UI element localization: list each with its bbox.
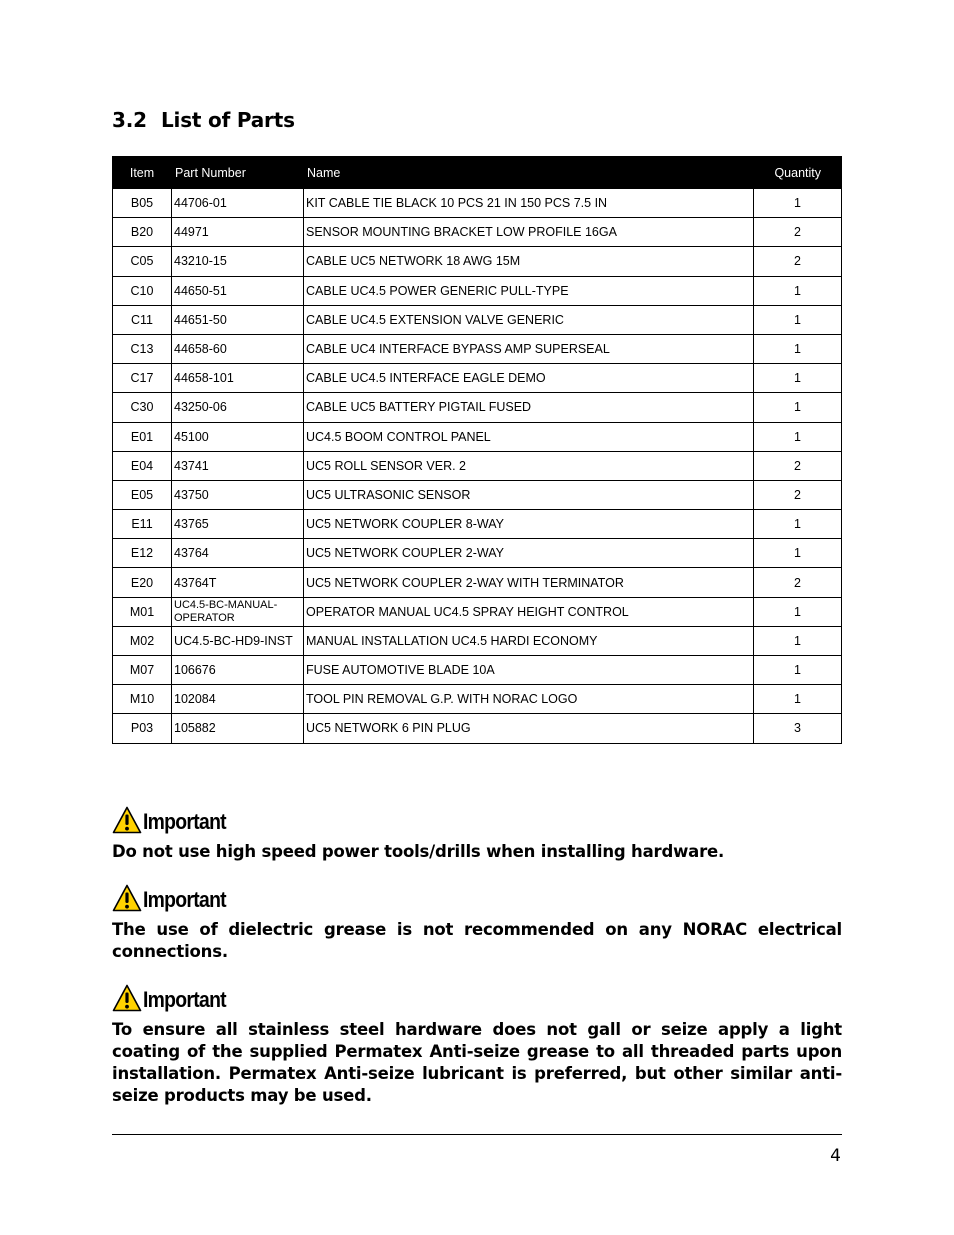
cell-quantity: 2 — [754, 247, 842, 276]
warning-icon — [112, 984, 142, 1017]
important-heading — [112, 886, 842, 914]
table-row — [113, 305, 842, 334]
cell-item: C13 — [113, 334, 172, 363]
cell-part-number: 43750 — [172, 480, 304, 509]
cell-name: TOOL PIN REMOVAL G.P. WITH NORAC LOGO — [304, 685, 754, 714]
cell-part-number: 45100 — [172, 422, 304, 451]
table-row — [113, 626, 842, 655]
cell-name: UC5 NETWORK COUPLER 8-WAY — [304, 510, 754, 539]
cell-item: B20 — [113, 218, 172, 247]
cell-name: KIT CABLE TIE BLACK 10 PCS 21 IN 150 PCS 7.5 IN — [304, 189, 754, 218]
cell-item: E20 — [113, 568, 172, 597]
cell-item: M01 — [113, 597, 172, 626]
cell-quantity: 1 — [754, 189, 842, 218]
cell-quantity: 1 — [754, 305, 842, 334]
table-row — [113, 510, 842, 539]
parts-table-body — [113, 189, 842, 744]
cell-part-number: 43764T — [172, 568, 304, 597]
cell-item: M02 — [113, 626, 172, 655]
table-row — [113, 393, 842, 422]
cell-name: CABLE UC5 BATTERY PIGTAIL FUSED — [304, 393, 754, 422]
cell-part-number: 43765 — [172, 510, 304, 539]
table-row — [113, 480, 842, 509]
cell-name: UC5 NETWORK 6 PIN PLUG — [304, 714, 754, 743]
cell-item: E04 — [113, 451, 172, 480]
table-row — [113, 539, 842, 568]
parts-table — [112, 156, 842, 744]
cell-name: UC5 NETWORK COUPLER 2-WAY — [304, 539, 754, 568]
cell-item: E05 — [113, 480, 172, 509]
cell-item: C17 — [113, 364, 172, 393]
cell-part-number: UC4.5-BC-HD9-INST — [172, 626, 304, 655]
cell-name: UC5 ROLL SENSOR VER. 2 — [304, 451, 754, 480]
cell-part-number: 44971 — [172, 218, 304, 247]
cell-quantity: 1 — [754, 510, 842, 539]
cell-part-number: 44706-01 — [172, 189, 304, 218]
cell-name: CABLE UC5 NETWORK 18 AWG 15M — [304, 247, 754, 276]
cell-name: OPERATOR MANUAL UC4.5 SPRAY HEIGHT CONTROL — [304, 597, 754, 626]
cell-quantity: 1 — [754, 685, 842, 714]
table-header-row — [113, 157, 842, 189]
cell-quantity: 1 — [754, 656, 842, 685]
table-row — [113, 189, 842, 218]
cell-quantity: 3 — [754, 714, 842, 743]
table-row — [113, 714, 842, 743]
cell-item: M07 — [113, 656, 172, 685]
table-row — [113, 364, 842, 393]
table-row — [113, 597, 842, 626]
cell-item: C11 — [113, 305, 172, 334]
cell-part-number: UC4.5-BC-MANUAL-OPERATOR — [172, 597, 304, 626]
cell-name: CABLE UC4.5 EXTENSION VALVE GENERIC — [304, 305, 754, 334]
important-label: Important — [143, 887, 226, 912]
cell-quantity: 1 — [754, 276, 842, 305]
cell-name: CABLE UC4 INTERFACE BYPASS AMP SUPERSEAL — [304, 334, 754, 363]
cell-quantity: 2 — [754, 568, 842, 597]
warning-icon — [112, 884, 142, 917]
cell-part-number: 43741 — [172, 451, 304, 480]
cell-name: FUSE AUTOMOTIVE BLADE 10A — [304, 656, 754, 685]
table-row — [113, 656, 842, 685]
cell-item: C30 — [113, 393, 172, 422]
cell-item: E11 — [113, 510, 172, 539]
cell-name: UC5 ULTRASONIC SENSOR — [304, 480, 754, 509]
header-quantity: Quantity — [754, 157, 842, 189]
cell-item: M10 — [113, 685, 172, 714]
table-row — [113, 218, 842, 247]
cell-part-number: 106676 — [172, 656, 304, 685]
table-row — [113, 276, 842, 305]
cell-quantity: 1 — [754, 393, 842, 422]
cell-part-number: 43764 — [172, 539, 304, 568]
footer-divider — [112, 1134, 842, 1135]
cell-item: C05 — [113, 247, 172, 276]
cell-part-number: 105882 — [172, 714, 304, 743]
cell-quantity: 2 — [754, 451, 842, 480]
cell-name: CABLE UC4.5 POWER GENERIC PULL-TYPE — [304, 276, 754, 305]
important-heading — [112, 808, 842, 836]
important-text: To ensure all stainless steel hardware does not gall or seize apply a light coating of the supplied Permatex Anti-seize grease to all threaded parts upon installation. Permatex Anti-seize lubricant is preferred, but other similar anti-seize products may be used. — [112, 1020, 842, 1105]
cell-quantity: 1 — [754, 364, 842, 393]
important-text: The use of dielectric grease is not recommended on any NORAC electrical connections. — [112, 920, 842, 961]
cell-item: B05 — [113, 189, 172, 218]
page-number: 4 — [830, 1146, 841, 1166]
cell-name: CABLE UC4.5 INTERFACE EAGLE DEMO — [304, 364, 754, 393]
cell-part-number: 43210-15 — [172, 247, 304, 276]
table-row — [113, 685, 842, 714]
warning-icon — [112, 806, 142, 839]
table-row — [113, 451, 842, 480]
cell-quantity: 1 — [754, 422, 842, 451]
important-notice-3 — [112, 986, 842, 1107]
header-item: Item — [113, 157, 172, 189]
cell-name: SENSOR MOUNTING BRACKET LOW PROFILE 16GA — [304, 218, 754, 247]
cell-part-number: 44658-101 — [172, 364, 304, 393]
cell-item: P03 — [113, 714, 172, 743]
cell-part-number: 44650-51 — [172, 276, 304, 305]
cell-quantity: 1 — [754, 626, 842, 655]
cell-part-number: 44651-50 — [172, 305, 304, 334]
cell-part-number: 44658-60 — [172, 334, 304, 363]
table-row — [113, 334, 842, 363]
important-heading — [112, 986, 842, 1014]
cell-part-number: 102084 — [172, 685, 304, 714]
table-row — [113, 422, 842, 451]
section-number: 3.2 — [112, 108, 147, 132]
table-row — [113, 247, 842, 276]
header-part-number: Part Number — [172, 157, 304, 189]
cell-quantity: 1 — [754, 539, 842, 568]
important-label: Important — [143, 987, 226, 1012]
cell-quantity: 2 — [754, 480, 842, 509]
cell-name: MANUAL INSTALLATION UC4.5 HARDI ECONOMY — [304, 626, 754, 655]
cell-item: E01 — [113, 422, 172, 451]
important-notice-1 — [112, 808, 842, 863]
cell-item: E12 — [113, 539, 172, 568]
header-name: Name — [304, 157, 754, 189]
important-notice-2 — [112, 886, 842, 963]
section-title: List of Parts — [161, 108, 295, 132]
table-row — [113, 568, 842, 597]
cell-part-number: 43250-06 — [172, 393, 304, 422]
cell-quantity: 1 — [754, 597, 842, 626]
cell-name: UC4.5 BOOM CONTROL PANEL — [304, 422, 754, 451]
section-heading — [112, 108, 295, 132]
cell-quantity: 2 — [754, 218, 842, 247]
cell-name: UC5 NETWORK COUPLER 2-WAY WITH TERMINATOR — [304, 568, 754, 597]
important-text: Do not use high speed power tools/drills when installing hardware. — [112, 842, 725, 861]
cell-quantity: 1 — [754, 334, 842, 363]
important-label: Important — [143, 809, 226, 834]
cell-item: C10 — [113, 276, 172, 305]
